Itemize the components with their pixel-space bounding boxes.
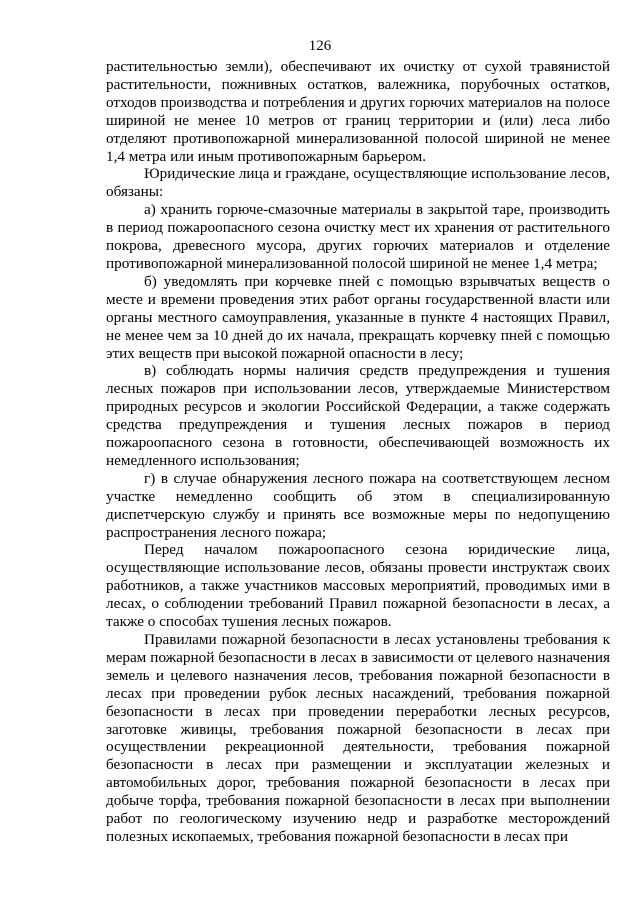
paragraph-obligations-intro: Юридические лица и граждане, осуществляющие использование лесов, обязаны: — [106, 165, 610, 201]
paragraph-requirements: Правилами пожарной безопасности в лесах установлены требования к мерам пожарной безопасности в лесах в зависимости от целевого назначения земель и целевого назначения лесов, требования пожарной безопасности в лесах при проведении рубок лесных насаждений, требования пожарной безопасности в лесах при проведении переработки лесных ресурсов, заготовке живицы, требования пожарной безопасности в лесах при осуществлении рекреационной деятельности, требования пожарной безопасности в лесах при размещении и эксплуатации железных и автомобильных дорог, требования пожарной безопасности в лесах при добыче торфа, требования пожарной безопасности в лесах при выполнении работ по геологическому изучению недр и разработке месторождений полезных ископаемых, требования пожарной безопасности в лесах при — [106, 631, 610, 845]
paragraph-item-b: б) уведомлять при корчевке пней с помощью взрывчатых веществ о месте и времени проведения этих работ органы государственной власти или органы местного самоуправления, указанные в пункте 4 настоящих Правил, не менее чем за 10 дней до их начала, прекращать корчевку пней с помощью этих веществ при высокой пожарной опасности в лесу; — [106, 272, 610, 362]
paragraph-continuation: растительностью земли), обеспечивают их очистку от сухой травянистой растительности, пожнивных остатков, валежника, порубочных остатков, отходов производства и потребления и других горючих материалов на полосе шириной не менее 10 метров от границ территории и (или) леса либо отделяют противопожарной минерализованной полосой шириной не менее 1,4 метра или иным противопожарным барьером. — [106, 58, 610, 165]
paragraph-item-v: в) соблюдать нормы наличия средств предупреждения и тушения лесных пожаров при использовании лесов, утверждаемые Министерством природных ресурсов и экологии Российской Федерации, а также содержать средства предупреждения и тушения лесных пожаров в период пожароопасного сезона в готовности, обеспечивающей возможность их немедленного использования; — [106, 362, 610, 469]
page-number: 126 — [308, 38, 332, 54]
document-body — [106, 58, 610, 846]
paragraph-briefing: Перед началом пожароопасного сезона юридические лица, осуществляющие использование лесов, обязаны провести инструктаж своих работников, а также участников массовых мероприятий, проводимых ими в лесах, о соблюдении требований Правил пожарной безопасности в лесах, а также о способах тушения лесных пожаров. — [106, 541, 610, 631]
paragraph-item-a: а) хранить горюче-смазочные материалы в закрытой таре, производить в период пожароопасного сезона очистку мест их хранения от растительного покрова, древесного мусора, других горючих материалов и отделение противопожарной минерализованной полосой шириной не менее 1,4 метра; — [106, 201, 610, 272]
paragraph-item-g: г) в случае обнаружения лесного пожара на соответствующем лесном участке немедленно сообщить об этом в специализированную диспетчерскую службу и принять все возможные меры по недопущению распространения лесного пожара; — [106, 469, 610, 541]
